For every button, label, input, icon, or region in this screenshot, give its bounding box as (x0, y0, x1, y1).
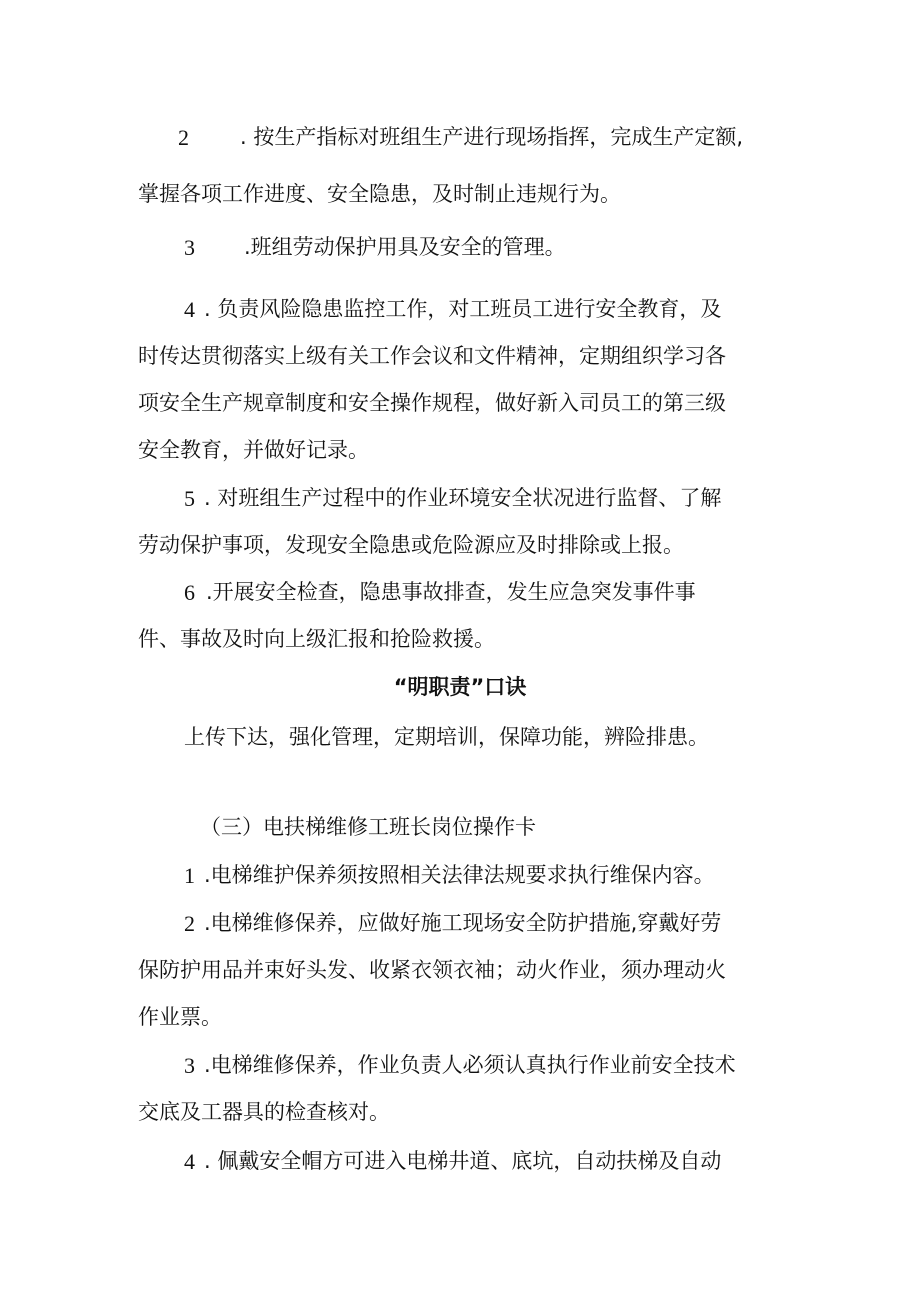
item-text: . 对班组生产过程中的作业环境安全状况进行监督、了解 (204, 486, 722, 510)
item-text-continued: 时传达贯彻落实上级有关工作会议和文件精神，定期组织学习各 (138, 344, 726, 368)
item-number: 2 (178, 125, 189, 150)
item-text-continued: 交底及工器具的检查核对。 (138, 1100, 390, 1124)
item-number: 1 (184, 863, 195, 888)
item-text-continued: 保防护用品并束好头发、收紧衣领衣袖；动火作业，须办理动火 (138, 958, 726, 982)
item-number: 4 (184, 297, 195, 322)
item-text-continued: 安全教育，并做好记录。 (138, 438, 369, 462)
item-number: 6 (184, 580, 195, 605)
item-number: 3 (184, 1053, 195, 1078)
item-text: .电梯维修保养，作业负责人必须认真执行作业前安全技术 (204, 1053, 736, 1077)
item-text: . 佩戴安全帽方可进入电梯井道、底坑，自动扶梯及自动 (204, 1149, 722, 1173)
item-text: . 负责风险隐患监控工作，对工班员工进行安全教育，及 (204, 297, 722, 321)
motto-text: 上传下达，强化管理，定期培训，保障功能，辨险排患。 (184, 725, 709, 749)
item-text: .电梯维修保养，应做好施工现场安全防护措施,穿戴好劳 (204, 911, 722, 935)
item-text: .电梯维护保养须按照相关法律法规要求执行维保内容。 (204, 863, 715, 887)
item-text-continued: 项安全生产规章制度和安全操作规程，做好新入司员工的第三级 (138, 391, 726, 415)
item-text-continued: 掌握各项工作进度、安全隐患，及时制止违规行为。 (138, 182, 621, 206)
motto-title: “明职责”口诀 (393, 675, 527, 699)
item-number: 3 (184, 235, 195, 260)
item-text: . 按生产指标对班组生产进行现场指挥，完成生产定额, (240, 125, 744, 149)
item-number: 2 (184, 911, 195, 936)
item-number: 5 (184, 486, 195, 511)
item-text-continued: 件、事故及时向上级汇报和抢险救援。 (138, 627, 495, 651)
item-text: .开展安全检查，隐患事故排查，发生应急突发事件事 (206, 580, 696, 604)
item-number: 4 (184, 1149, 195, 1174)
section-heading: （三）电扶梯维修工班长岗位操作卡 (200, 815, 536, 839)
item-text-continued: 劳动保护事项，发现安全隐患或危险源应及时排除或上报。 (138, 533, 684, 557)
item-text-continued: 作业票。 (138, 1005, 222, 1029)
item-text: .班组劳动保护用具及安全的管理。 (244, 235, 566, 259)
